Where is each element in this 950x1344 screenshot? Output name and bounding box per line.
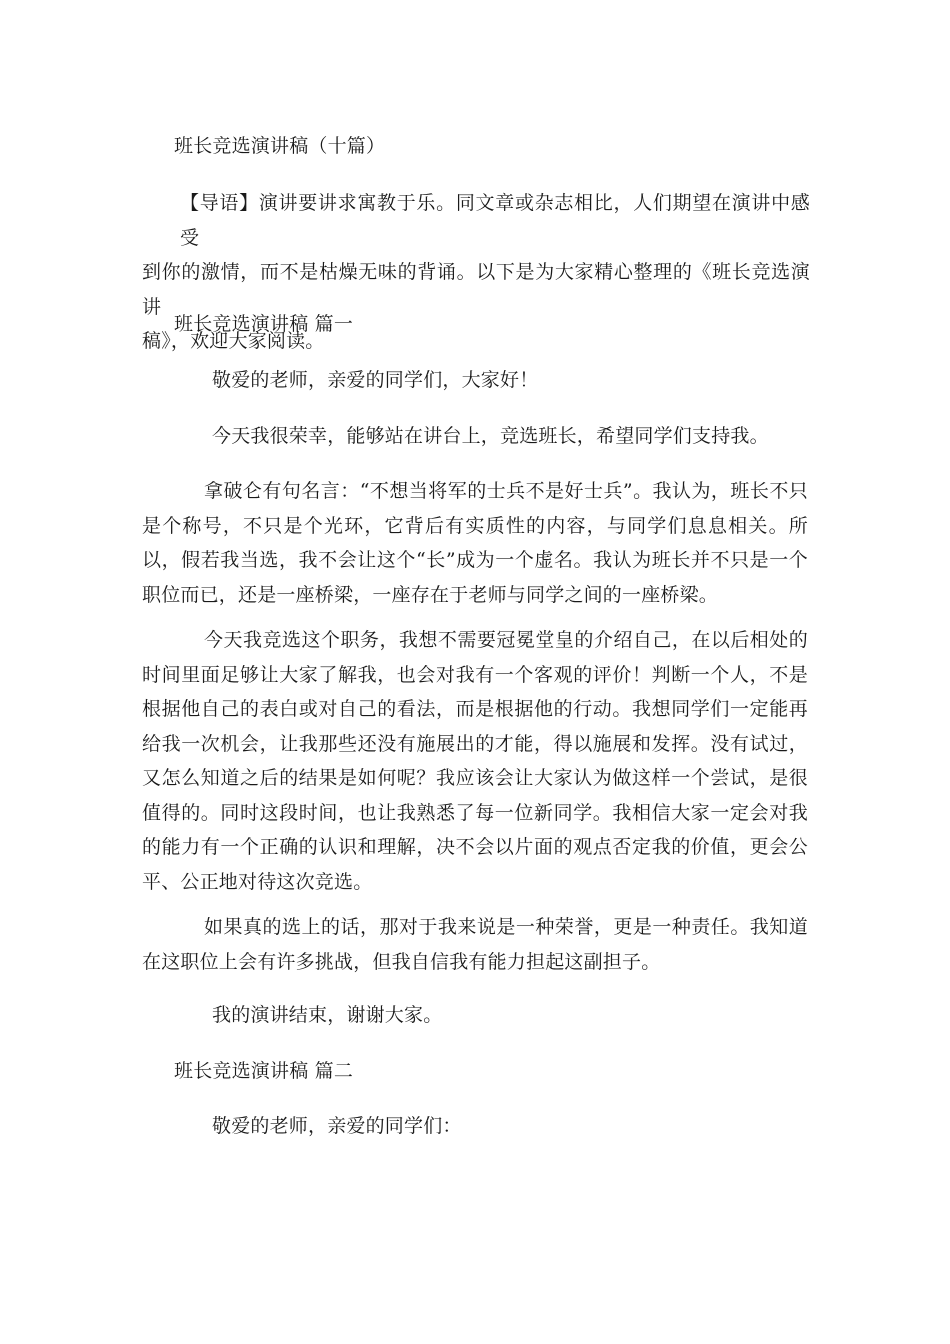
intro-line-2: 到你的激情，而不是枯燥无味的背诵。以下是为大家精心整理的《班长竞选演讲 <box>142 261 810 318</box>
intro-tag: 【导语】 <box>180 192 259 214</box>
section1-paragraph-4: 如果真的选上的话，那对于我来说是一种荣誉，更是一种责任。我知道在这职位上会有许多挑战，但我自信我有能力担起这副担子。 <box>142 916 808 973</box>
intro-line1-text: 演讲要讲求寓教于乐。同文章或杂志相比，人们期望在演讲中感受 <box>180 192 810 249</box>
section1-heading: 班长竞选演讲稿 篇一 <box>174 313 354 335</box>
section1-paragraph-1: 今天我很荣幸，能够站在讲台上，竞选班长，希望同学们支持我。 <box>212 425 769 447</box>
intro-line-3: 稿》，欢迎大家阅读。 <box>142 330 325 352</box>
section1-paragraph-3: 今天我竞选这个职务，我想不需要冠冕堂皇的介绍自己，在以后相处的时间里面足够让大家了解我，也会对我有一个客观的评价！判断一个人，不是根据他自己的表白或对自己的看法，而是根据他的行动。我想同学们一定能再给我一次机会，让我那些还没有施展出的才能，得以施展和发挥。没有试过，又怎么知道之后的结果是如何呢？我应该会让大家认为做这样一个尝试，是很值得的。同时这段时间，也让我熟悉了每一位新同学。我相信大家一定会对我的能力有一个正确的认识和理解，决不会以片面的观点否定我的价值，更会公平、公正地对待这次竞选。 <box>142 629 808 893</box>
section1-greeting: 敬爱的老师，亲爱的同学们，大家好！ <box>212 369 539 391</box>
document-title: 班长竞选演讲稿（十篇） <box>174 135 386 157</box>
section1-closing: 我的演讲结束，谢谢大家。 <box>212 1004 443 1026</box>
section1-paragraph-2: 拿破仑有句名言：“不想当将军的士兵不是好士兵”。我认为，班长不只是个称号，不只是个光环，它背后有实质性的内容，与同学们息息相关。所以，假若我当选，我不会让这个“长”成为一个虚名。我认为班长并不只是一个职位而已，还是一座桥梁，一座存在于老师与同学之间的一座桥梁。 <box>142 480 808 606</box>
section2-heading: 班长竞选演讲稿 篇二 <box>174 1060 354 1082</box>
section2-greeting: 敬爱的老师，亲爱的同学们： <box>212 1115 462 1137</box>
intro-line-1 <box>180 186 810 255</box>
